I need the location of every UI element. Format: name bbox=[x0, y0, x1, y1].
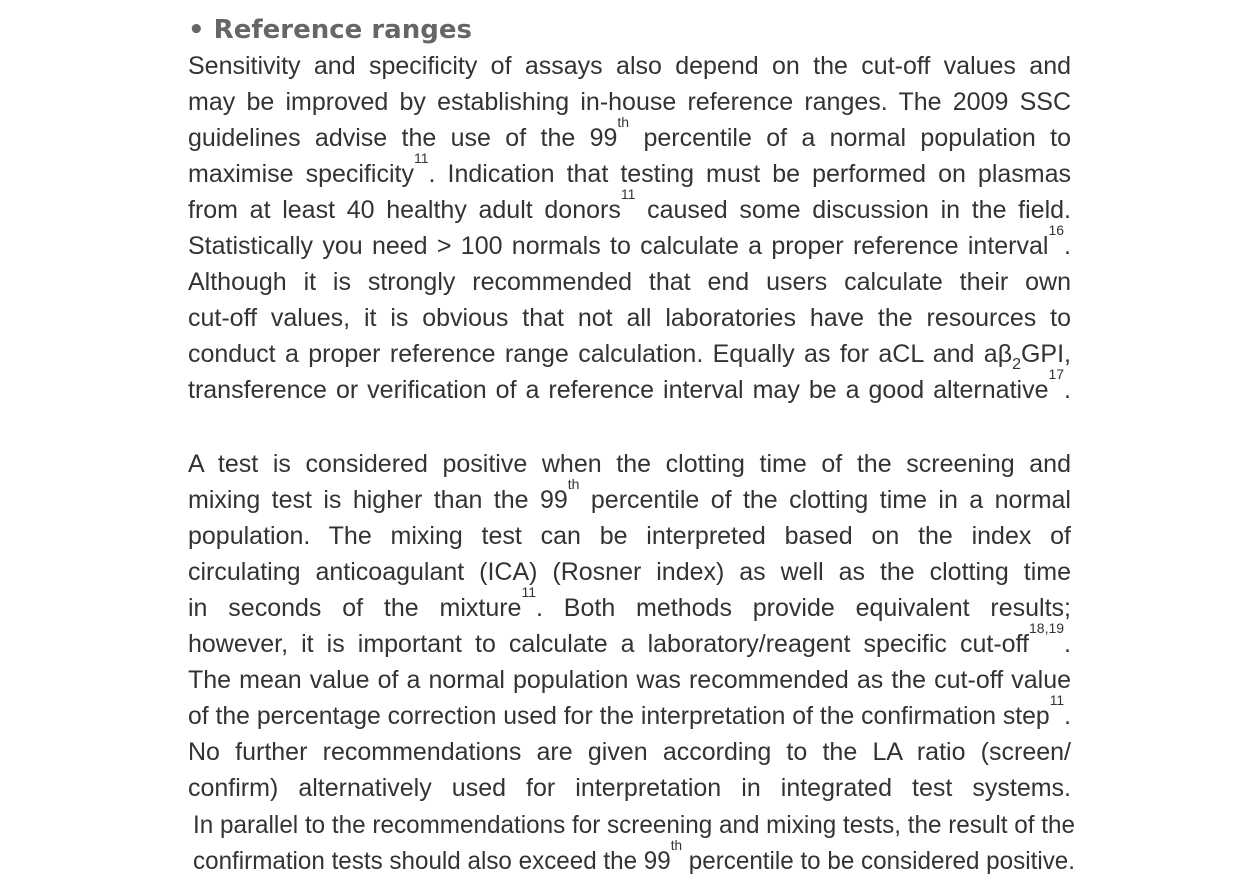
line-text: . Both methods provide equivalent results; bbox=[536, 594, 1071, 622]
text-line bbox=[188, 114, 1071, 156]
line-text: percentile of a normal population to bbox=[629, 124, 1071, 152]
citation-superscript: 11 bbox=[1049, 692, 1065, 708]
line-text: transference or verification of a reference interval may be a good alternative bbox=[188, 376, 1049, 404]
text-line bbox=[193, 807, 1075, 843]
text-line bbox=[188, 84, 1071, 120]
text-line bbox=[188, 692, 1071, 734]
text-line bbox=[188, 518, 1071, 554]
line-text: conduct a proper reference range calculation. Equally as for aCL and aβ bbox=[188, 340, 1013, 368]
text-line bbox=[188, 264, 1071, 300]
text-line bbox=[188, 662, 1071, 698]
text-line bbox=[188, 620, 1071, 662]
citation-superscript: 11 bbox=[413, 150, 429, 166]
line-text: The mean value of a normal population was recommended as the cut-off value bbox=[188, 666, 1071, 694]
line-text: in seconds of the mixture bbox=[188, 594, 522, 622]
line-text: confirm) alternatively used for interpretation in integrated test systems. bbox=[188, 774, 1071, 802]
line-text: maximise specificity bbox=[188, 160, 414, 188]
line-text: guidelines advise the use of the 99 bbox=[188, 124, 618, 152]
line-text: . bbox=[1064, 376, 1071, 404]
line-text: of the percentage correction used for the interpretation of the confirmation step bbox=[188, 702, 1050, 730]
text-line bbox=[188, 446, 1071, 482]
text-line bbox=[188, 366, 1071, 408]
text-line bbox=[188, 336, 1071, 372]
line-text: mixing test is higher than the 99 bbox=[188, 486, 568, 514]
line-text: . bbox=[1064, 232, 1071, 260]
citation-superscript: 18,19 bbox=[1029, 620, 1065, 636]
text-line bbox=[188, 222, 1071, 264]
text-line bbox=[188, 300, 1071, 336]
text-line bbox=[188, 476, 1071, 518]
line-text: No further recommendations are given according to the LA ratio (screen/ bbox=[188, 738, 1071, 766]
line-text: . Indication that testing must be performed on plasmas bbox=[428, 160, 1072, 188]
superscript: th bbox=[617, 114, 630, 130]
line-text: . bbox=[1064, 702, 1071, 730]
text-line bbox=[188, 186, 1071, 228]
line-text: Statistically you need > 100 normals to calculate a proper reference interval bbox=[188, 232, 1049, 260]
line-text: GPI, bbox=[1020, 340, 1071, 368]
line-text: from at least 40 healthy adult donors bbox=[188, 196, 621, 224]
line-text: cut-off values, it is obvious that not all laboratories have the resources to bbox=[188, 304, 1071, 332]
line-text: population. The mixing test can be interpreted based on the index of bbox=[188, 522, 1071, 550]
line-text: may be improved by establishing in-house reference ranges. The 2009 SSC bbox=[188, 88, 1071, 116]
text-line bbox=[188, 48, 1071, 84]
superscript: th bbox=[567, 476, 580, 492]
citation-superscript: 16 bbox=[1048, 222, 1065, 238]
citation-superscript: 11 bbox=[521, 584, 537, 600]
text-line bbox=[188, 770, 1071, 806]
line-text: Sensitivity and specificity of assays also depend on the cut-off values and bbox=[188, 52, 1071, 80]
line-text: In parallel to the recommendations for screening and mixing tests, the result of the bbox=[193, 811, 1075, 839]
text-line bbox=[193, 837, 1075, 879]
line-text: . bbox=[1064, 630, 1071, 658]
line-text: caused some discussion in the field. bbox=[635, 196, 1071, 224]
line-text: percentile of the clotting time in a normal bbox=[579, 486, 1071, 514]
line-text: percentile to be considered positive. bbox=[682, 847, 1075, 875]
line-text: however, it is important to calculate a laboratory/reagent specific cut-off bbox=[188, 630, 1029, 658]
subscript: 2 bbox=[1012, 356, 1021, 373]
line-text: Although it is strongly recommended that end users calculate their own bbox=[188, 268, 1071, 296]
section-heading: • Reference ranges bbox=[188, 15, 472, 45]
line-text: confirmation tests should also exceed the 99 bbox=[193, 847, 671, 875]
text-line bbox=[188, 554, 1071, 590]
citation-superscript: 11 bbox=[620, 186, 636, 202]
superscript: th bbox=[670, 837, 683, 853]
citation-superscript: 17 bbox=[1048, 366, 1065, 382]
line-text: A test is considered positive when the clotting time of the screening and bbox=[188, 450, 1071, 478]
text-line bbox=[188, 734, 1071, 770]
text-line bbox=[188, 584, 1071, 626]
line-text: circulating anticoagulant (ICA) (Rosner index) as well as the clotting time bbox=[188, 558, 1071, 586]
